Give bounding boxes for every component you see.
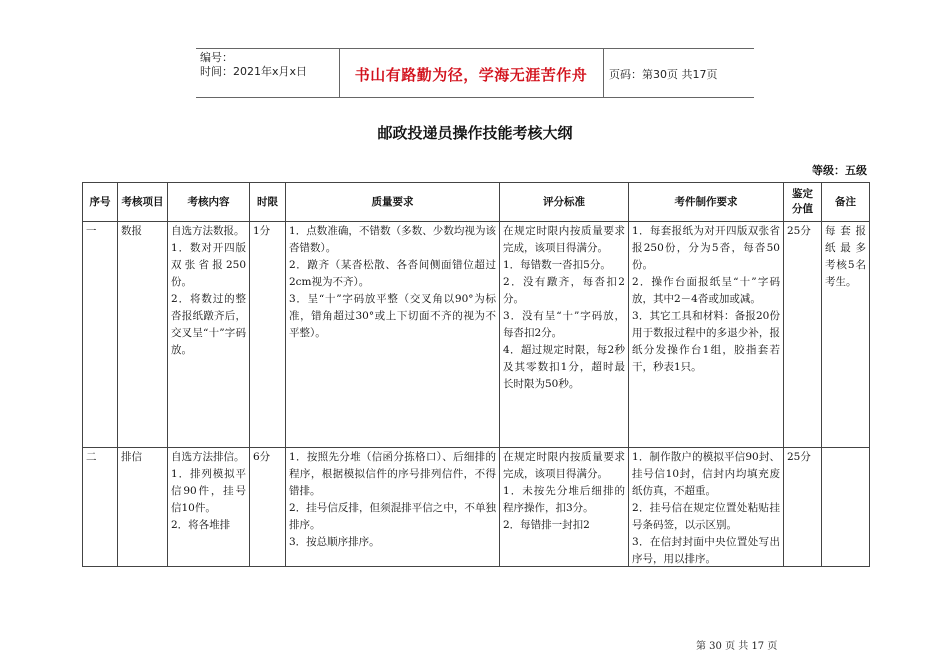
row-time: 1分 [250,222,286,448]
row-quality: 1．点数准确，不错数（多数、少数均视为该沓错数）。 2．蹾齐（某沓松散、各沓间侧面错位超过2cm视为不齐）。 3．呈“十”字码放平整（交叉角以90°为标准，错角超过30°或上下切面不齐的视为不平整）。 [286,222,500,448]
header-number-label: 编号： [200,51,233,64]
page-title: 邮政投递员操作技能考核大纲 [377,124,573,142]
row-scoring-cell [500,448,629,567]
header-cell-quality: 质量要求 [286,183,500,222]
row-no: 一 [83,222,118,448]
header-cell-item: 考核项目 [118,183,168,222]
header-divider [603,49,604,97]
row-quality-cell [286,448,500,567]
header-cell-score: 鉴定分值 [784,183,822,222]
row-item: 排信 [118,448,168,567]
header-cell-time: 时限 [250,183,286,222]
row-content: 自选方法排信。 1．排列模拟平信90件，挂号信10件。 2．将各堆排 [171,451,246,531]
row-time: 6分 [250,448,286,567]
header-cell-no: 序号 [83,183,118,222]
row-scoring: 在规定时限内按质量要求完成，该项目得满分。 1．每错数一沓扣5分。 2．没有蹾齐，每沓扣2分。 3．没有呈“十”字码放，每沓扣2分。 4．超过规定时限，每2秒及其零数扣1分，超时最长时限为50秒。 [500,222,629,448]
header-cell-scoring: 评分标准 [500,183,629,222]
header-page-label: 页码：第30页 共17页 [609,68,718,81]
table-row [83,448,870,567]
row-remark: 每套报纸最多考核5名考生。 [822,222,870,448]
row-item: 数报 [118,222,168,448]
row-prep: 1．每套报纸为对开四版双张省报250份，分为5沓，每沓50份。 2．操作台面报纸呈“十”字码放，其中2－4沓或加或减。 3．其它工具和材料：备报20份用于数报过程中的多退少补，报纸分发操作台1组，胶指套若干，秒表1只。 [629,222,784,448]
page-footer: 第 30 页 共 17 页 [696,641,778,652]
header-cell-remark: 备注 [822,183,870,222]
table-header-row [83,183,870,222]
row-content: 自选方法数报。 1．数对开四版双张省报250份。 2．将数过的整沓报纸蹾齐后，交叉呈“十”字码放。 [168,222,250,448]
row-quality: 1．按照先分堆（信函分拣格口）、后细排的程序，根据模拟信件的序号排列信件，不得错排。 2．挂号信反排，但须混排平信之中，不单独排序。 3．按总顺序排序。 [289,451,496,548]
row-scoring: 在规定时限内按质量要求完成，该项目得满分。 1．未按先分堆后细排的程序操作，扣3分。 2．每错排一封扣2 [503,451,625,531]
row-no: 二 [83,448,118,567]
header-time-label: 时间：2021年x月x日 [200,65,308,78]
row-prep-cell [629,448,784,567]
row-score: 25分 [784,448,822,567]
header-cell-content: 考核内容 [168,183,250,222]
document-header [196,48,754,98]
row-remark [822,448,870,567]
row-prep: 1．制作散户的模拟平信90封、挂号信10封，信封内均填充废纸仿真，不超重。 2．挂号信在规定位置处粘贴挂号条码签，以示区别。 3．在信封封面中央位置处写出序号，用以排序。 [632,451,780,565]
header-meta [200,51,307,79]
header-cell-prep: 考件制作要求 [629,183,784,222]
table-row [83,222,870,448]
header-motto: 书山有路勤为径，学海无涯苦作舟 [354,66,588,84]
assessment-table [82,182,870,567]
row-score: 25分 [784,222,822,448]
row-content-cell [168,448,250,567]
level-label: 等级：五级 [812,164,867,177]
